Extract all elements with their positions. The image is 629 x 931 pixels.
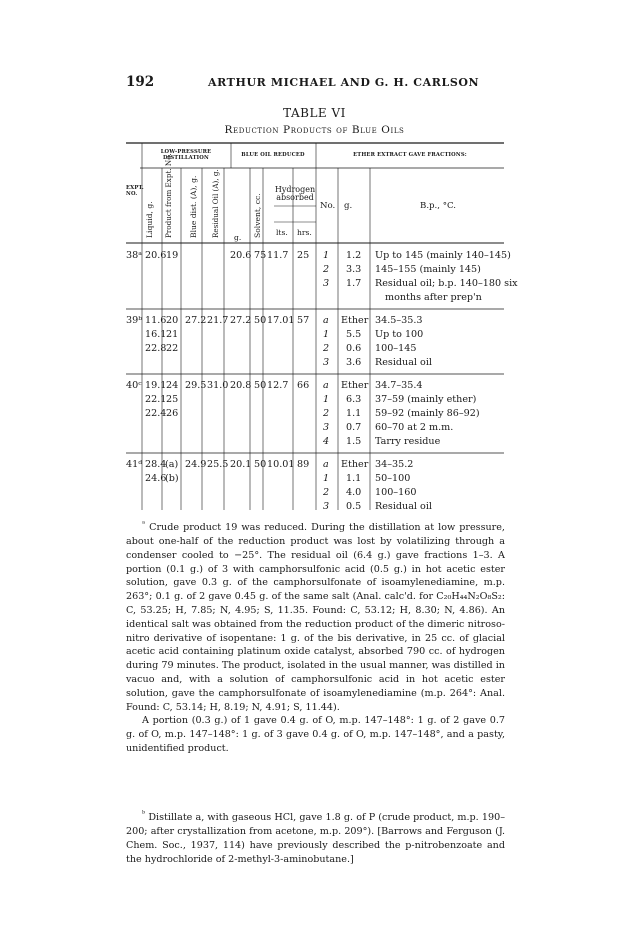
row-40-frac-1-g: 6.3: [346, 394, 362, 405]
row-41-frac-2-g: 4.0: [346, 487, 362, 498]
header-blue-dist: Blue dist. (A), g.: [189, 175, 198, 238]
row-39-frac-a-bp: 34.5–35.3: [375, 315, 423, 326]
row-39-liquid-2: 16.1: [145, 329, 167, 340]
data-table: [126, 142, 518, 512]
row-41-frac-a-no: a: [323, 459, 329, 470]
row-40-frac-3-g: 0.7: [346, 422, 362, 433]
header-no: No.: [320, 201, 336, 211]
footnote-a: [126, 517, 505, 756]
row-40-product-3: 26: [166, 408, 179, 419]
footnote-a-para1: [126, 517, 505, 714]
row-41-frac-a-g: Ether: [341, 459, 369, 470]
row-40-residual: 31.0: [207, 380, 229, 391]
row-39-frac-3-no: 3: [323, 357, 330, 368]
row-41-expt: 41ᵈ: [126, 459, 143, 470]
row-39-frac-1-bp: Up to 100: [375, 329, 424, 340]
row-39-product-3: 22: [166, 343, 179, 354]
row-41-frac-2-bp: 100–160: [375, 487, 417, 498]
row-40-frac-a-bp: 34.7–35.4: [375, 380, 423, 391]
header-hydrogen-line2: absorbed: [276, 193, 314, 203]
row-40-hrs: 66: [297, 380, 310, 391]
row-39-solvent: 50: [254, 315, 267, 326]
row-38-product: 19: [166, 250, 179, 261]
row-39-product-1: 20: [166, 315, 179, 326]
row-41-liquid-2: 24.6: [145, 473, 167, 484]
header-lts: lts.: [276, 228, 288, 237]
header-bp: B.p., °C.: [420, 201, 457, 211]
row-40-frac-3-bp: 60–70 at 2 m.m.: [375, 422, 454, 433]
row-40-frac-4-bp: Tarry residue: [375, 436, 441, 447]
footnote-a-marker: ᵃ: [142, 519, 146, 528]
row-40-liquid-2: 22.1: [145, 394, 167, 405]
row-40-frac-2-bp: 59–92 (mainly 86–92): [375, 408, 480, 419]
row-38-expt: 38ᵃ: [126, 250, 142, 261]
row-39-blue: 27.2: [185, 315, 207, 326]
row-41-lts: 10.01: [267, 459, 295, 470]
header-frac-g: g.: [344, 201, 353, 211]
row-38-frac-3-no: 3: [323, 278, 330, 289]
header-expt-line1: EXPT.: [126, 185, 144, 191]
row-38-frac-3-g: 1.7: [346, 278, 362, 289]
header-hydrogen-line1: Hydrogen: [274, 185, 316, 194]
row-41-frac-3-no: 3: [323, 501, 330, 512]
row-38-lts: 11.7: [267, 250, 289, 261]
row-39-frac-2-no: 2: [323, 343, 330, 354]
row-40-frac-1-bp: 37–59 (mainly ether): [375, 394, 477, 405]
header-residual-oil: Residual Oil (A), g.: [211, 169, 220, 238]
row-41-liquid-1: 28.4: [145, 459, 167, 470]
row-39-frac-2-g: 0.6: [346, 343, 362, 354]
row-41-frac-3-bp: Residual oil: [375, 501, 432, 512]
row-41-residual: 25.5: [207, 459, 229, 470]
header-g: g.: [234, 233, 242, 242]
row-38-frac-1-g: 1.2: [346, 250, 362, 261]
row-38-frac-2-no: 2: [323, 264, 330, 275]
row-38-frac-3-bp-line1: Residual oil; b.p. 140–180 six: [375, 278, 518, 289]
header-solvent: Solvent, cc.: [253, 193, 262, 238]
footnote-a-para2: A portion (0.3 g.) of 1 gave 0.4 g. of O, m.p. 147–148°: 1 g. of 2 gave 0.7 g. of O, m.p. 147–148°: 1 g. of 3 gave 0.4 g. of O, m.p. 147–148°, and a pasty, unidentified product.: [126, 715, 505, 754]
header-hrs: hrs.: [297, 228, 312, 237]
header-blue-oil: BLUE OIL REDUCED: [241, 152, 305, 158]
row-41-frac-1-no: 1: [323, 473, 330, 484]
row-40-liquid-1: 19.1: [145, 380, 167, 391]
footnote-b: [126, 807, 505, 866]
row-38-frac-2-bp: 145–155 (mainly 145): [375, 264, 481, 275]
row-39-residual: 21.7: [207, 315, 229, 326]
row-38-liquid: 20.6: [145, 250, 167, 261]
row-40-lts: 12.7: [267, 380, 289, 391]
row-40-expt: 40ᶜ: [126, 380, 142, 391]
row-40-blue: 29.5: [185, 380, 207, 391]
page-number: 192: [126, 74, 155, 90]
row-41-g: 20.1: [230, 459, 252, 470]
row-40-frac-2-g: 1.1: [346, 408, 362, 419]
row-39-expt: 39ᵇ: [126, 315, 143, 326]
header-hydrogen: [274, 186, 316, 203]
row-39-product-2: 21: [166, 329, 179, 340]
table-title: TABLE VI: [283, 106, 346, 120]
row-40-liquid-3: 22.4: [145, 408, 167, 419]
row-41-frac-1-bp: 50–100: [375, 473, 411, 484]
row-41-frac-2-no: 2: [323, 487, 330, 498]
row-40-frac-4-no: 4: [323, 436, 330, 447]
row-39-hrs: 57: [297, 315, 310, 326]
footnote-b-marker: ᵇ: [142, 809, 146, 818]
row-40-frac-1-no: 1: [323, 394, 330, 405]
footnote-b-para1: [126, 807, 505, 866]
row-39-frac-3-g: 3.6: [346, 357, 362, 368]
running-head: ARTHUR MICHAEL AND G. H. CARLSON: [208, 76, 480, 89]
row-39-liquid-3: 22.8: [145, 343, 167, 354]
row-40-frac-a-g: Ether: [341, 380, 369, 391]
row-39-lts: 17.01: [267, 315, 295, 326]
header-low-pressure-line1: LOW-PRESSURE: [160, 149, 212, 155]
header-low-pressure-line2: DISTILLATION: [163, 154, 209, 161]
row-39-frac-2-bp: 100–145: [375, 343, 417, 354]
table-caption: Reduction Products of Blue Oils: [224, 124, 405, 136]
row-39-liquid-1: 11.6: [145, 315, 167, 326]
row-41-frac-a-bp: 34–35.2: [375, 459, 414, 470]
row-41-solvent: 50: [254, 459, 267, 470]
row-40-g: 20.8: [230, 380, 252, 391]
header-ether-extract: ETHER EXTRACT GAVE FRACTIONS:: [353, 152, 467, 158]
header-low-pressure: [140, 150, 232, 162]
row-40-frac-a-no: a: [323, 380, 329, 391]
row-39-frac-1-g: 5.5: [346, 329, 362, 340]
row-40-solvent: 50: [254, 380, 267, 391]
row-41-frac-3-g: 0.5: [346, 501, 362, 512]
row-39-frac-a-g: Ether: [341, 315, 369, 326]
row-38-g: 20.6: [230, 250, 252, 261]
row-39-frac-a-no: a: [323, 315, 329, 326]
row-38-frac-1-bp: Up to 145 (mainly 140–145): [375, 250, 511, 261]
row-38-hrs: 25: [297, 250, 310, 261]
row-40-frac-2-no: 2: [323, 408, 330, 419]
row-41-frac-1-g: 1.1: [346, 473, 362, 484]
row-40-frac-3-no: 3: [323, 422, 330, 433]
footnote-a-text: Crude product 19 was reduced. During the distillation at low pressure, about one-half of the reduction product was lost by volatilizing through a condenser cooled to −25°. The residual oil (6.4 g.) gave fractions 1–3. A portion (0.1 g.) of 3 with camphorsulfonic acid (0.5 g.) in hot acetic ester solution, gave 0.3 g. of the camphorsulfonate of isoamylenediamine, m.p. 263°; 0.1 g. of 2 gave 0.45 g. of the same salt (Anal. calc'd. for C₂₀H₄₄N₂O₈S₂: C, 53.25; H, 7.85; N, 4.95; S, 11.35. Found: C, 53.12; H, 8.30; N, 4.86). An identical salt was obtained from the reduction product of the dimeric nitroso-nitro derivative of isopentane: 1 g. of the bis derivative, in 25 cc. of glacial acetic acid containing platinum oxide catalyst, absorbed 790 cc. of hydrogen during 79 minutes. The product, isolated in the usual manner, was distilled in vacuo and, with a solution of camphorsulfonic acid in hot acetic ester solution, gave the camphorsulfonate of isoamylenediamine (m.p. 264°: Anal. Found: C, 53.14; H, 8.19; N, 4.91; S, 11.44).: [126, 522, 505, 713]
row-40-frac-4-g: 1.5: [346, 436, 362, 447]
header-expt-line2: NO.: [126, 190, 138, 197]
row-40-product-1: 24: [166, 380, 179, 391]
row-41-product-2: (b): [165, 473, 179, 484]
row-38-frac-3-bp-line2: months after prep'n: [385, 292, 482, 303]
row-39-g: 27.2: [230, 315, 252, 326]
header-liquid: Liquid, g.: [145, 201, 154, 238]
row-41-hrs: 89: [297, 459, 310, 470]
row-39-frac-3-bp: Residual oil: [375, 357, 432, 368]
row-38-frac-1-no: 1: [323, 250, 330, 261]
row-41-blue: 24.9: [185, 459, 207, 470]
header-expt-no: [126, 186, 144, 198]
row-40-product-2: 25: [166, 394, 179, 405]
row-38-solvent: 75: [254, 250, 267, 261]
row-39-frac-1-no: 1: [323, 329, 330, 340]
header-product-from: Product from Expt. No.: [164, 153, 173, 238]
row-41-product-1: (a): [165, 459, 179, 470]
footnote-b-text: Distillate a, with gaseous HCl, gave 1.8 g. of P (crude product, m.p. 190–200; after crystallization from acetone, m.p. 209°). [Barrows and Ferguson (J. Chem. Soc., 1937, 114) have previously described the p-nitrobenzoate and the hydrochloride of 2-methyl-3-aminobutane.]: [126, 812, 505, 865]
row-38-frac-2-g: 3.3: [346, 264, 362, 275]
